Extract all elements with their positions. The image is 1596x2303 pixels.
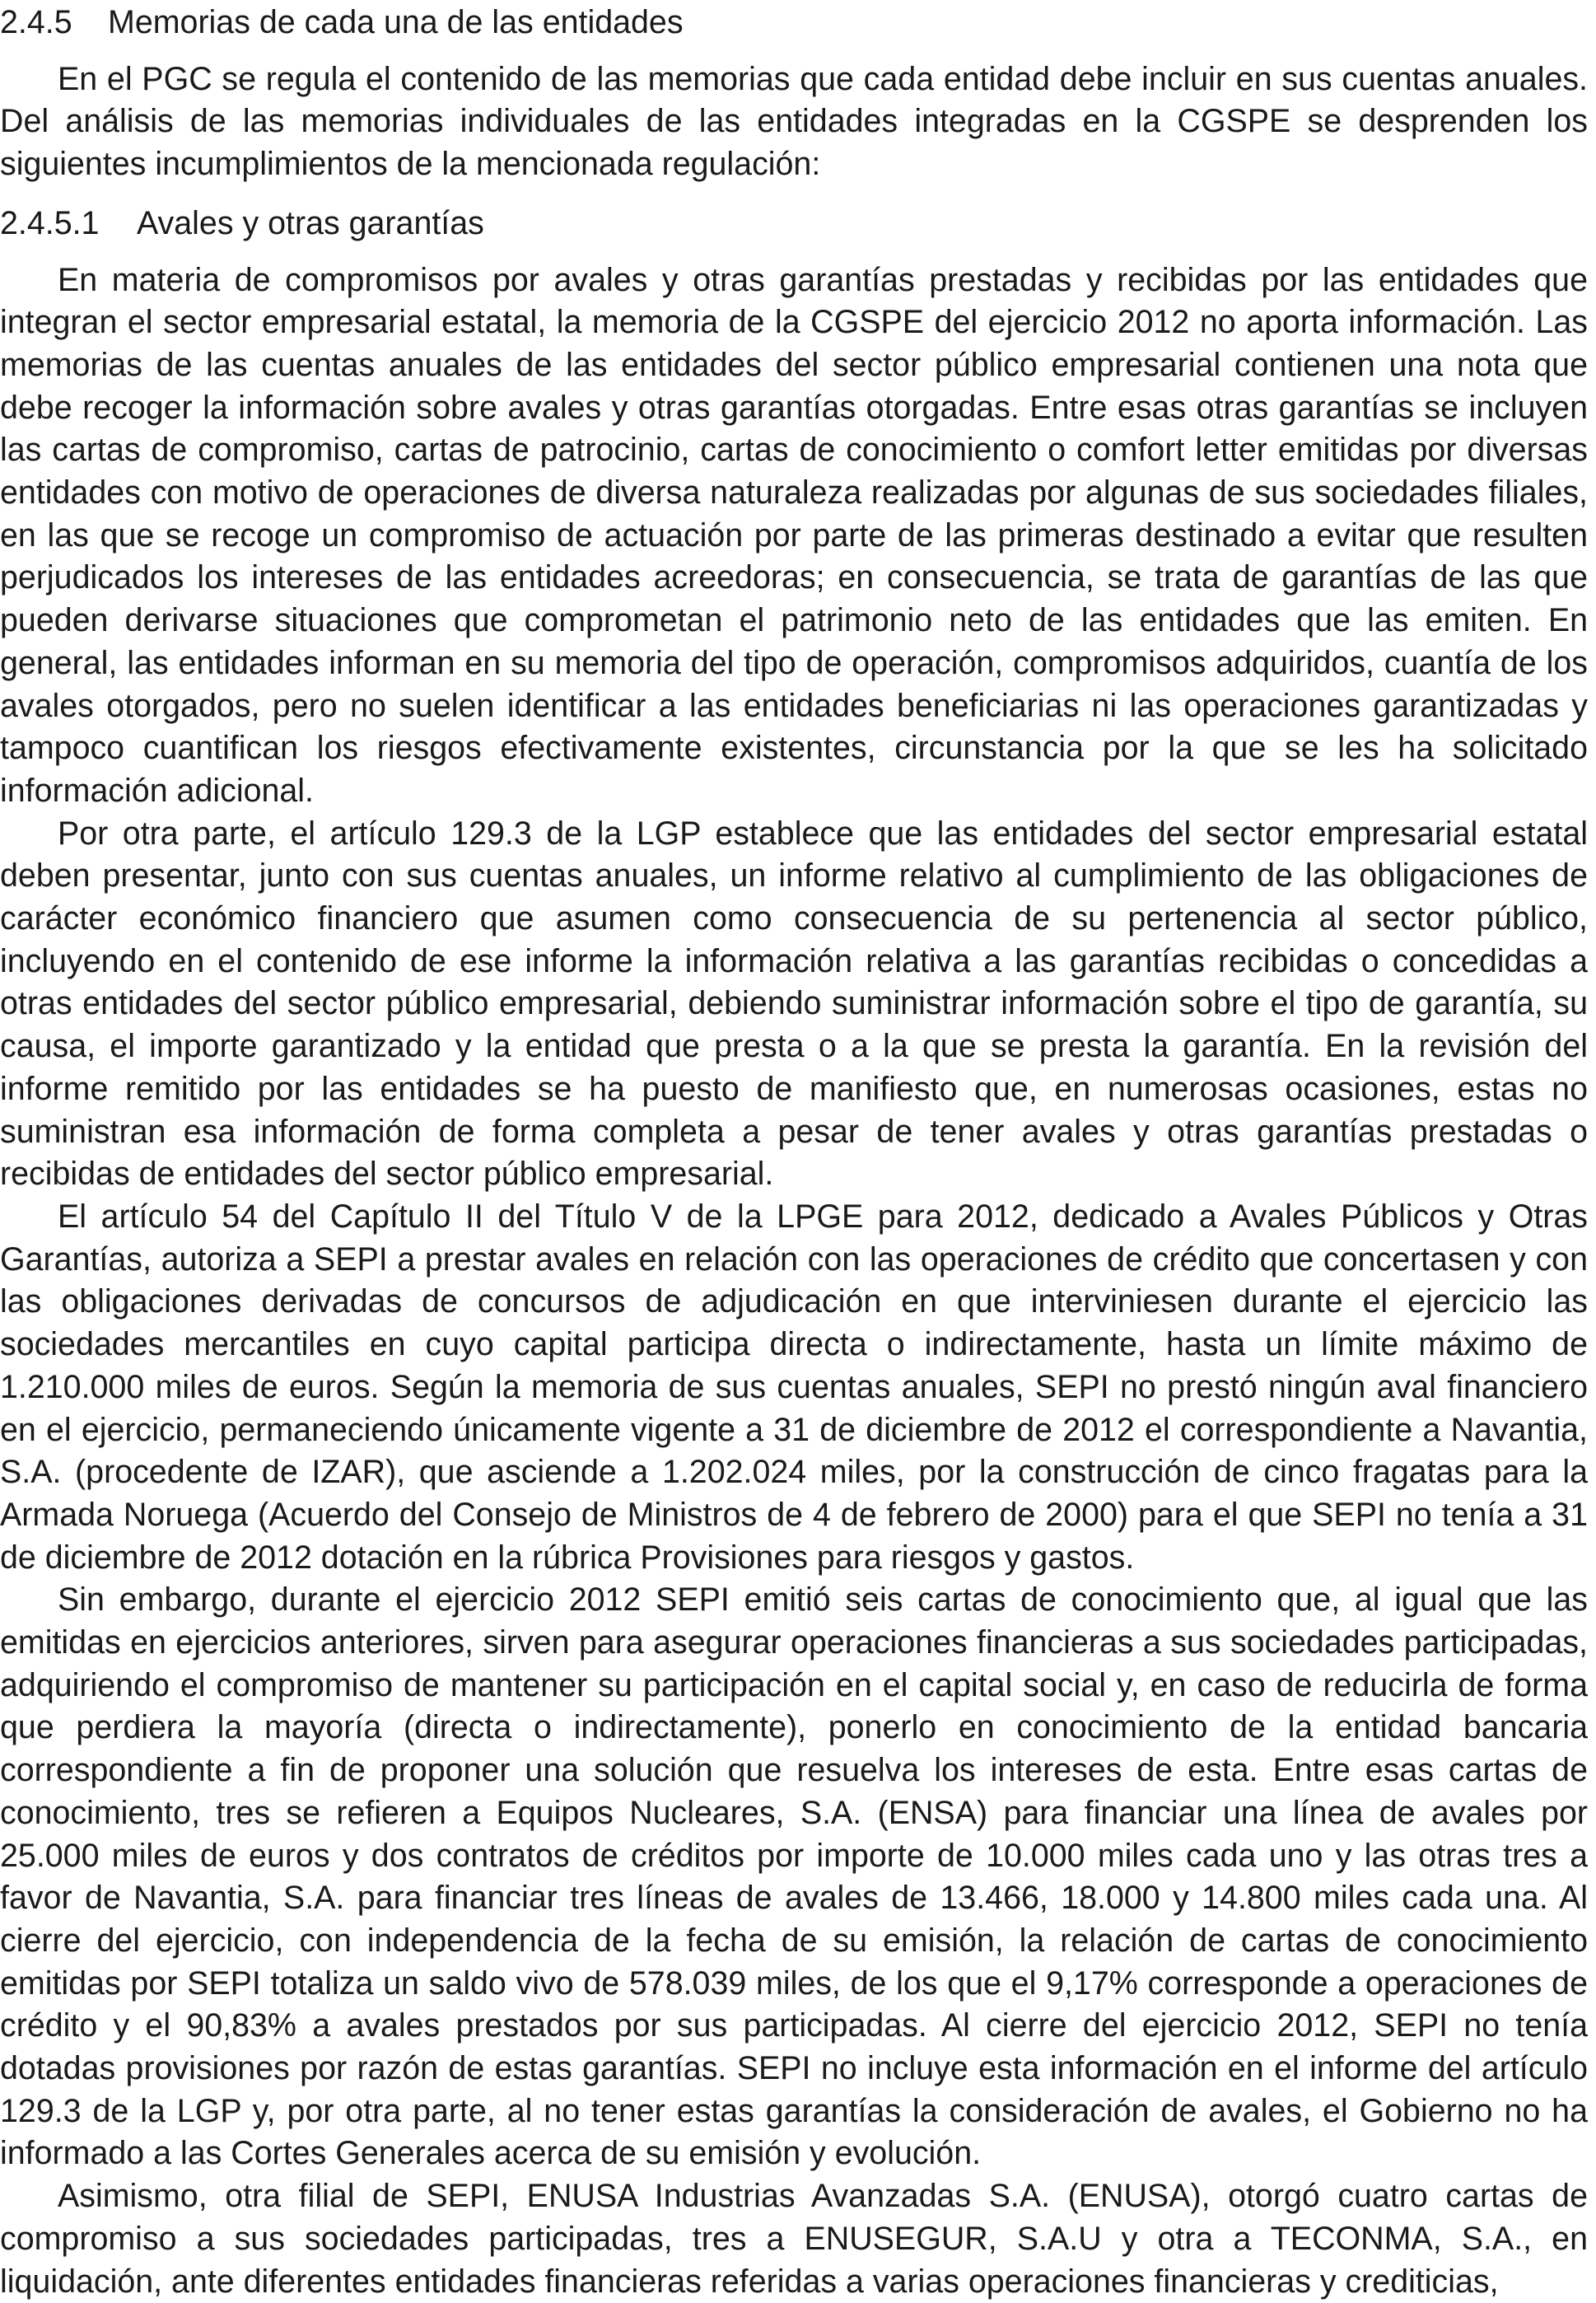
section-heading (0, 2, 1588, 44)
body-paragraph-2: Por otra parte, el artículo 129.3 de la LGP establece que las entidades del sector empresarial estatal deben presentar, junto con sus cuentas anuales, un informe relativo al cumplimiento de las obligaciones de carácter económico financiero que asumen como consecuencia de su pertenencia al sector público, incluyendo en el contenido de ese informe la información relativa a las garantías recibidas o concedidas a otras entidades del sector público empresarial, debiendo suministrar información sobre el tipo de garantía, su causa, el importe garantizado y la entidad que presta o a la que se presta la garantía. En la revisión del informe remitido por las entidades se ha puesto de manifiesto que, en numerosas ocasiones, estas no suministran esa información de forma completa a pesar de tener avales y otras garantías prestadas o recibidas de entidades del sector público empresarial. (0, 815, 1588, 1193)
section-title: Memorias de cada una de las entidades (108, 4, 684, 40)
body-paragraph-3: El artículo 54 del Capítulo II del Título V de la LPGE para 2012, dedicado a Avales Públicos y Otras Garantías, autoriza a SEPI a prestar avales en relación con las operaciones de crédito que concertasen y con las obligaciones derivadas de concursos de adjudicación en que interviniesen durante el ejercicio las sociedades mercantiles en cuyo capital participa directa o indirectamente, hasta un límite máximo de 1.210.000 miles de euros. Según la memoria de sus cuentas anuales, SEPI no prestó ningún aval financiero en el ejercicio, permaneciendo únicamente vigente a 31 de diciembre de 2012 el correspondiente a Navantia, S.A. (procedente de IZAR), que asciende a 1.202.024 miles, por la construcción de cinco fragatas para la Armada Noruega (Acuerdo del Consejo de Ministros de 4 de febrero de 2000) para el que SEPI no tenía a 31 de diciembre de 2012 dotación en la rúbrica Provisiones para riesgos y gastos. (0, 1198, 1588, 1576)
section-intro-paragraph: En el PGC se regula el contenido de las memorias que cada entidad debe incluir en sus cuentas anuales. Del análisis de las memorias individuales de las entidades integradas en la CGSPE se desprenden los siguientes incumplimientos de la mencionada regulación: (0, 60, 1588, 183)
body-paragraph-1: En materia de compromisos por avales y otras garantías prestadas y recibidas por las entidades que integran el sector empresarial estatal, la memoria de la CGSPE del ejercicio 2012 no aporta información. Las memorias de las cuentas anuales de las entidades del sector público empresarial contienen una nota que debe recoger la información sobre avales y otras garantías otorgadas. Entre esas otras garantías se incluyen las cartas de compromiso, cartas de patrocinio, cartas de conocimiento o comfort letter emitidas por diversas entidades con motivo de operaciones de diversa naturaleza realizadas por algunas de sus sociedades filiales, en las que se recoge un compromiso de actuación por parte de las primeras destinado a evitar que resulten perjudicados los intereses de las entidades acreedoras; en consecuencia, se trata de garantías de las que pueden derivarse situaciones que comprometan el patrimonio neto de las entidades que las emiten. En general, las entidades informan en su memoria del tipo de operación, compromisos adquiridos, cuantía de los avales otorgados, pero no suelen identificar a las entidades beneficiarias ni las operaciones garantizadas y tampoco cuantifican los riesgos efectivamente existentes, circunstancia por la que se les ha solicitado información adicional. (0, 261, 1588, 809)
body-paragraph-5: Asimismo, otra filial de SEPI, ENUSA Industrias Avanzadas S.A. (ENUSA), otorgó cuatro cartas de compromiso a sus sociedades participadas, tres a ENUSEGUR, S.A.U y otra a TECONMA, S.A., en liquidación, ante diferentes entidades financieras referidas a varias operaciones financieras y crediticias, (0, 2178, 1588, 2300)
subsection-heading (0, 203, 1588, 245)
body-paragraph-4: Sin embargo, durante el ejercicio 2012 SEPI emitió seis cartas de conocimiento que, al igual que las emitidas en ejercicios anteriores, sirven para asegurar operaciones financieras a sus sociedades participadas, adquiriendo el compromiso de mantener su participación en el capital social y, en caso de reducirla de forma que perdiera la mayoría (directa o indirectamente), ponerlo en conocimiento de la entidad bancaria correspondiente a fin de proponer una solución que resuelva los intereses de esta. Entre esas cartas de conocimiento, tres se refieren a Equipos Nucleares, S.A. (ENSA) para financiar una línea de avales por 25.000 miles de euros y dos contratos de créditos por importe de 10.000 miles cada uno y las otras tres a favor de Navantia, S.A. para financiar tres líneas de avales de 13.466, 18.000 y 14.800 miles cada una. Al cierre del ejercicio, con independencia de la fecha de su emisión, la relación de cartas de conocimiento emitidas por SEPI totaliza un saldo vivo de 578.039 miles, de los que el 9,17% corresponde a operaciones de crédito y el 90,83% a avales prestados por sus participadas. Al cierre del ejercicio 2012, SEPI no tenía dotadas provisiones por razón de estas garantías. SEPI no incluye esta información en el informe del artículo 129.3 de la LGP y, por otra parte, al no tener estas garantías la consideración de avales, el Gobierno no ha informado a las Cortes Generales acerca de su emisión y evolución. (0, 1581, 1588, 2172)
subsection-title: Avales y otras garantías (137, 204, 484, 241)
document-page (0, 2, 1588, 2300)
subsection-number: 2.4.5.1 (0, 204, 100, 241)
section-number: 2.4.5 (0, 4, 72, 40)
